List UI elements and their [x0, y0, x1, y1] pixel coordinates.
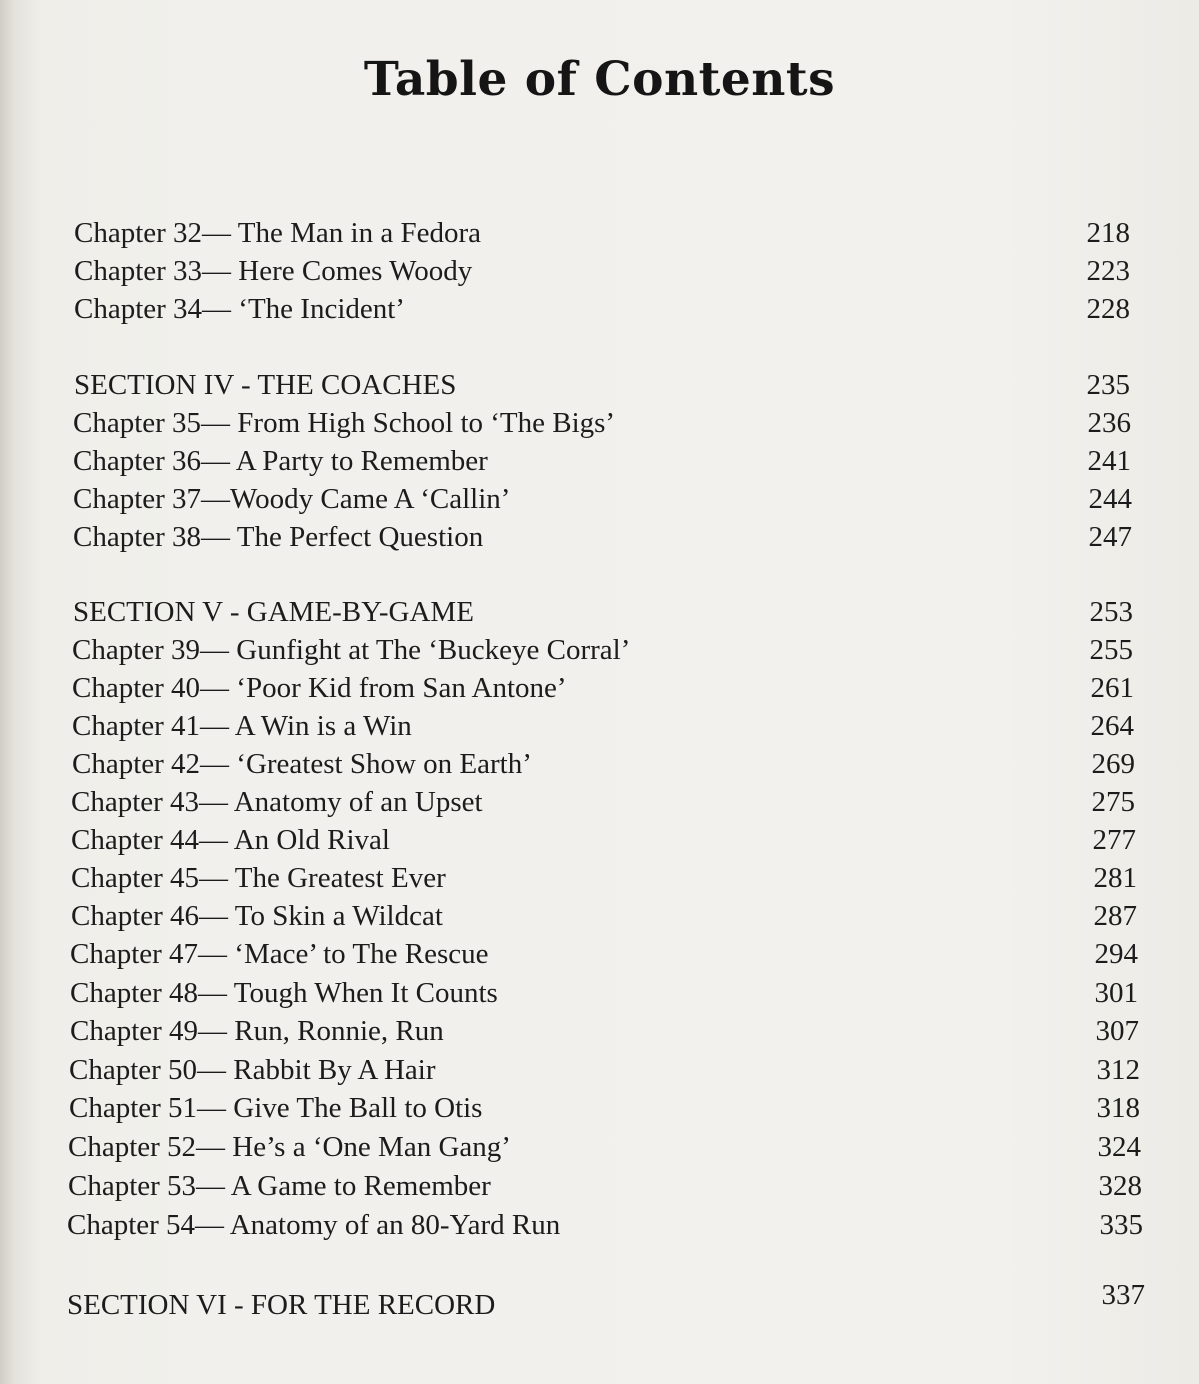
toc-entry	[72, 707, 1134, 745]
entry-page-number: 218	[1086, 217, 1130, 249]
entry-page-number: 287	[1093, 900, 1137, 932]
entry-page-number: 247	[1088, 521, 1132, 553]
toc-section-heading	[74, 366, 1130, 404]
toc-entry	[68, 1128, 1141, 1166]
entry-label: Chapter 33— Here Comes Woody	[74, 255, 473, 287]
entry-label: Chapter 32— The Man in a Fedora	[74, 217, 481, 249]
section-label: SECTION IV - THE COACHES	[74, 369, 457, 401]
entry-label: Chapter 37—Woody Came A ‘Callin’	[73, 483, 511, 515]
toc-entry	[72, 669, 1134, 707]
entry-label: Chapter 41— A Win is a Win	[72, 710, 412, 742]
toc-entry	[73, 480, 1132, 518]
toc-entry	[71, 859, 1137, 897]
toc-section-heading	[67, 1279, 1145, 1321]
entry-label: Chapter 52— He’s a ‘One Man Gang’	[68, 1131, 511, 1163]
entry-page-number: 318	[1096, 1092, 1140, 1124]
entry-label: Chapter 42— ‘Greatest Show on Earth’	[72, 748, 532, 780]
toc-entry	[72, 745, 1135, 783]
toc-entry	[74, 252, 1130, 290]
entry-page-number: 236	[1087, 407, 1131, 439]
toc-entry	[73, 404, 1131, 442]
toc-entry	[73, 442, 1131, 480]
entry-label: Chapter 51— Give The Ball to Otis	[69, 1092, 483, 1124]
toc-entry	[67, 1206, 1143, 1244]
entry-page-number: 324	[1097, 1131, 1141, 1163]
section-page-number: 235	[1086, 369, 1130, 401]
section-label: SECTION VI - FOR THE RECORD	[67, 1289, 496, 1321]
toc-entry	[73, 518, 1132, 556]
entry-page-number: 261	[1090, 672, 1134, 704]
entry-label: Chapter 54— Anatomy of an 80-Yard Run	[67, 1209, 561, 1241]
entry-label: Chapter 38— The Perfect Question	[73, 521, 484, 553]
entry-label: Chapter 50— Rabbit By A Hair	[69, 1054, 436, 1086]
entry-page-number: 223	[1086, 255, 1130, 287]
entry-page-number: 312	[1096, 1054, 1140, 1086]
entry-page-number: 277	[1092, 824, 1136, 856]
toc-entry	[69, 1089, 1140, 1127]
toc-section-heading	[73, 593, 1133, 631]
entry-label: Chapter 53— A Game to Remember	[68, 1170, 491, 1202]
entry-page-number: 228	[1086, 293, 1130, 325]
toc-entry	[71, 897, 1137, 935]
toc-entry	[69, 1051, 1140, 1089]
entry-label: Chapter 48— Tough When It Counts	[70, 977, 498, 1009]
entry-page-number: 241	[1087, 445, 1131, 477]
section-page-number: 337	[1101, 1279, 1145, 1311]
entry-label: Chapter 44— An Old Rival	[71, 824, 390, 856]
entry-label: Chapter 46— To Skin a Wildcat	[71, 900, 443, 932]
entry-page-number: 307	[1095, 1015, 1139, 1047]
entry-page-number: 264	[1090, 710, 1134, 742]
page-title: Table of Contents	[363, 52, 836, 107]
entry-label: Chapter 34— ‘The Incident’	[74, 293, 405, 325]
entry-label: Chapter 45— The Greatest Ever	[71, 862, 446, 894]
entry-label: Chapter 35— From High School to ‘The Bigs’	[73, 407, 616, 439]
entry-label: Chapter 43— Anatomy of an Upset	[71, 786, 483, 818]
entry-page-number: 275	[1091, 786, 1135, 818]
entry-label: Chapter 36— A Party to Remember	[73, 445, 488, 477]
section-label: SECTION V - GAME-BY-GAME	[73, 596, 474, 628]
toc-entry	[71, 783, 1135, 821]
entry-page-number: 294	[1094, 938, 1138, 970]
entry-page-number: 301	[1094, 977, 1138, 1009]
toc-entry	[70, 935, 1138, 973]
entry-label: Chapter 47— ‘Mace’ to The Rescue	[70, 938, 489, 970]
entry-page-number: 255	[1089, 634, 1133, 666]
entry-label: Chapter 49— Run, Ronnie, Run	[70, 1015, 444, 1047]
toc-entry	[72, 631, 1133, 669]
toc-entry	[74, 214, 1130, 252]
toc-entry	[70, 1012, 1139, 1050]
entry-label: Chapter 40— ‘Poor Kid from San Antone’	[72, 672, 567, 704]
entry-label: Chapter 39— Gunfight at The ‘Buckeye Corral’	[72, 634, 631, 666]
entry-page-number: 281	[1093, 862, 1137, 894]
entry-page-number: 328	[1098, 1170, 1142, 1202]
toc-entry	[70, 974, 1138, 1012]
toc-entry	[68, 1167, 1142, 1205]
toc-entry	[74, 290, 1130, 328]
entry-page-number: 269	[1091, 748, 1135, 780]
entry-page-number: 244	[1088, 483, 1132, 515]
toc-entry	[71, 821, 1136, 859]
section-page-number: 253	[1089, 596, 1133, 628]
entry-page-number: 335	[1099, 1209, 1143, 1241]
